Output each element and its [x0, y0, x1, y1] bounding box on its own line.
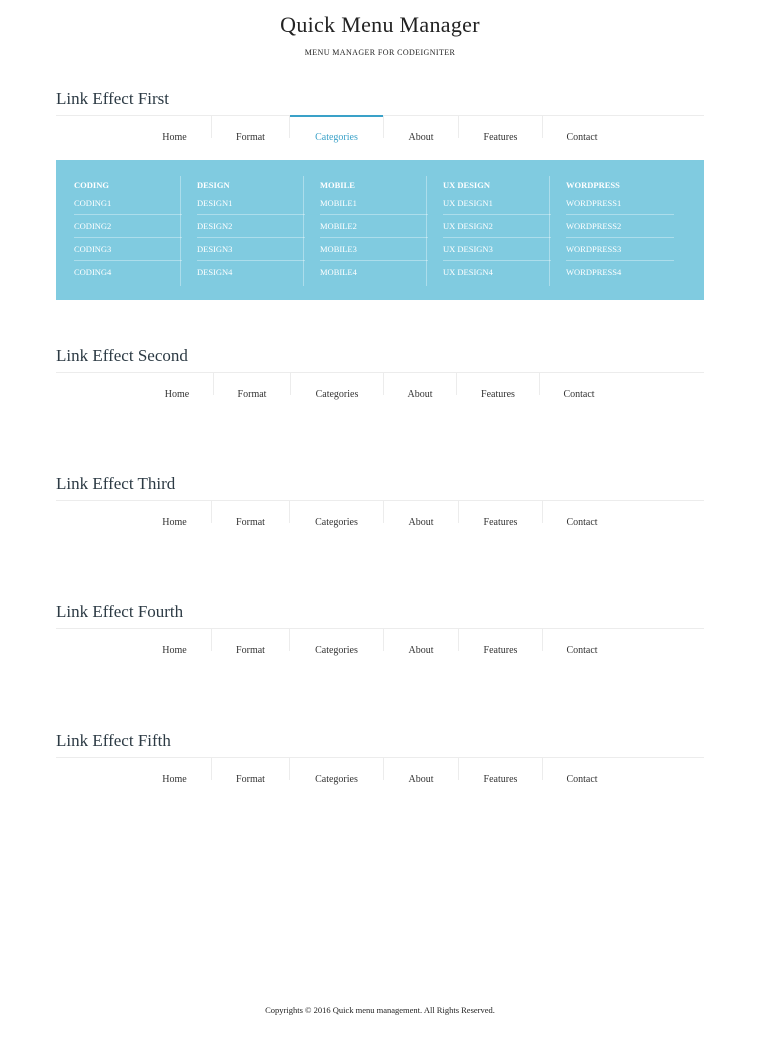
menu-item-contact[interactable]: Contact	[563, 389, 595, 400]
menu-item-format[interactable]: Format	[237, 389, 267, 400]
menu-item-contact[interactable]: Contact	[566, 774, 598, 785]
mega-column-heading[interactable]: DESIGN	[197, 180, 230, 190]
mega-column-coding	[74, 174, 182, 283]
menu-item-contact[interactable]: Contact	[566, 132, 598, 143]
menu-item-about[interactable]: About	[408, 645, 434, 656]
menu-item-contact[interactable]: Contact	[566, 517, 598, 528]
mega-column-design	[197, 174, 305, 283]
menu-item-categories[interactable]: Categories	[315, 389, 359, 400]
mega-link[interactable]: CODING1	[74, 192, 182, 215]
mega-link[interactable]: MOBILE3	[320, 238, 428, 261]
mega-link[interactable]: UX DESIGN4	[443, 267, 493, 277]
menu-item-contact[interactable]: Contact	[566, 645, 598, 656]
menu-item-home[interactable]: Home	[162, 645, 187, 656]
mega-link[interactable]: DESIGN2	[197, 215, 305, 238]
menu-item-categories[interactable]: Categories	[290, 116, 383, 159]
menu-item-features[interactable]: Features	[483, 517, 518, 528]
menu-item-about[interactable]: About	[408, 517, 434, 528]
mega-link[interactable]: CODING2	[74, 215, 182, 238]
mega-column-wordpress	[566, 174, 674, 283]
mega-link[interactable]: UX DESIGN2	[443, 215, 551, 238]
section-title: Link Effect Third	[56, 474, 176, 493]
menu-item-categories[interactable]: Categories	[315, 774, 358, 785]
mega-link[interactable]: UX DESIGN3	[443, 238, 551, 261]
menu-item-features[interactable]: Features	[481, 389, 515, 400]
menu-item-features[interactable]: Features	[483, 645, 518, 656]
menu-item-features[interactable]: Features	[483, 132, 518, 143]
mega-link[interactable]: DESIGN4	[197, 267, 233, 277]
menu-item-format[interactable]: Format	[236, 517, 265, 528]
site-subtitle: MENU MANAGER FOR CODEIGNITER	[304, 48, 456, 57]
site-title: Quick Menu Manager	[280, 12, 480, 37]
menu-item-features[interactable]: Features	[483, 774, 518, 785]
categories-mega-menu	[56, 160, 704, 300]
section-link-effect-third	[56, 473, 704, 544]
section-title: Link Effect Fourth	[56, 602, 184, 621]
mega-link[interactable]: WORDPRESS1	[566, 192, 674, 215]
mega-link[interactable]: UX DESIGN1	[443, 192, 551, 215]
mega-link[interactable]: DESIGN3	[197, 238, 305, 261]
mega-column-mobile	[320, 174, 428, 283]
menu-item-home[interactable]: Home	[162, 517, 187, 528]
section-title: Link Effect First	[56, 89, 169, 108]
menu-item-format[interactable]: Format	[236, 645, 265, 656]
mega-link[interactable]: MOBILE4	[320, 267, 357, 277]
section-title: Link Effect Second	[56, 346, 188, 365]
footer-copyright: Copyrights © 2016 Quick menu management. All Rights Reserved.	[265, 1005, 495, 1015]
section-link-effect-second	[56, 345, 704, 416]
mega-link[interactable]: CODING4	[74, 267, 112, 277]
menu-item-about[interactable]: About	[407, 389, 433, 400]
mega-link[interactable]: WORDPRESS2	[566, 215, 674, 238]
mega-link[interactable]: CODING3	[74, 238, 182, 261]
nav-menu	[56, 758, 704, 801]
mega-column-heading[interactable]: CODING	[74, 180, 109, 190]
section-link-effect-fourth	[56, 601, 704, 672]
menu-item-home[interactable]: Home	[162, 132, 187, 143]
section-link-effect-fifth	[56, 730, 704, 801]
menu-item-categories[interactable]: Categories	[315, 517, 358, 528]
menu-item-about[interactable]: About	[408, 774, 434, 785]
section-link-effect-first	[56, 88, 704, 277]
menu-item-home[interactable]: Home	[162, 774, 187, 785]
mega-link[interactable]: MOBILE1	[320, 192, 428, 215]
nav-menu	[56, 116, 704, 277]
menu-item-format[interactable]: Format	[236, 774, 265, 785]
menu-item-about[interactable]: About	[408, 132, 434, 143]
mega-column-heading[interactable]: WORDPRESS	[566, 180, 620, 190]
menu-item-categories[interactable]: Categories	[315, 645, 358, 656]
nav-menu	[56, 373, 704, 416]
mega-link[interactable]: MOBILE2	[320, 215, 428, 238]
mega-link[interactable]: WORDPRESS4	[566, 267, 622, 277]
menu-item-home[interactable]: Home	[164, 389, 190, 400]
nav-menu	[56, 629, 704, 672]
mega-link[interactable]: DESIGN1	[197, 192, 305, 215]
mega-column-heading[interactable]: MOBILE	[320, 180, 355, 190]
menu-item-format[interactable]: Format	[236, 132, 265, 143]
mega-column-heading[interactable]: UX DESIGN	[443, 180, 490, 190]
nav-menu	[56, 501, 704, 544]
mega-link[interactable]: WORDPRESS3	[566, 238, 674, 261]
mega-column-ux-design	[443, 174, 551, 283]
section-title: Link Effect Fifth	[56, 731, 171, 750]
